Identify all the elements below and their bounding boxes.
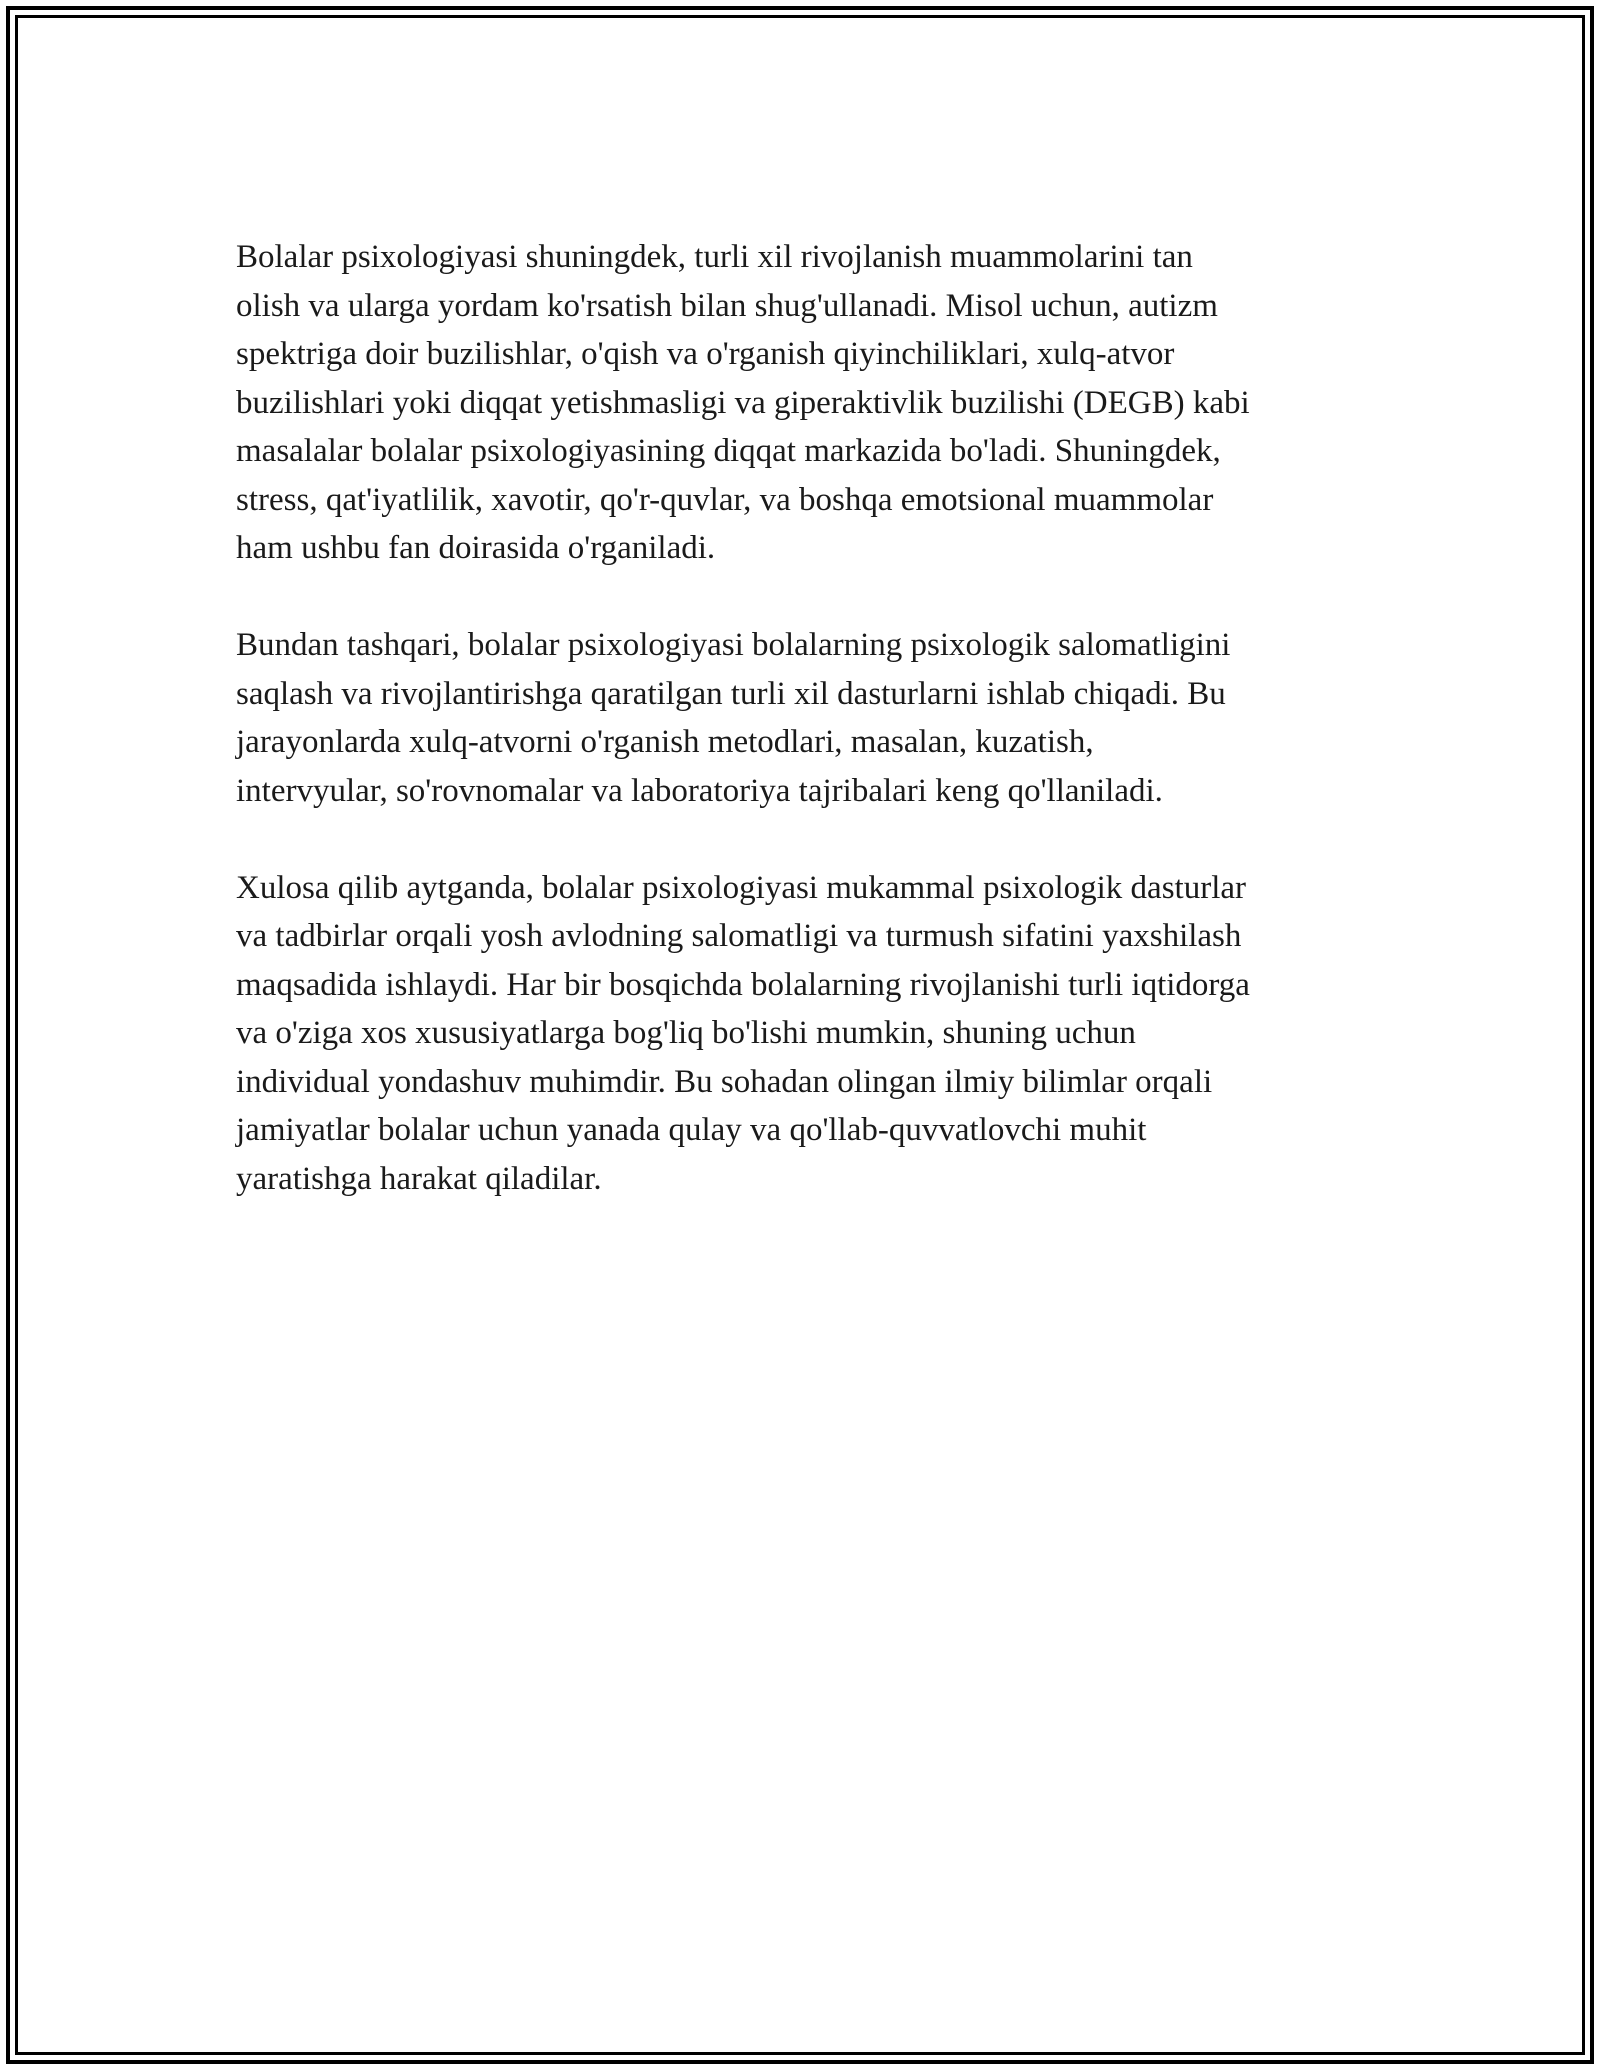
paragraph-1: Bolalar psixologiyasi shuningdek, turli xil rivojlanish muammolarini tan olish va ularga yordam ko'rsatish bilan shug'ullanadi. Misol uchun, autizm spektriga doir buzilishlar, o'qish va o'rganish qiyinchiliklari, xulq-atvor buzilishlari yoki diqqat yetishmasligi va giperaktivlik buzilishi (DEGB) kabi masalalar bolalar psixologiyasining diqqat markazida bo'ladi. Shuningdek, stress, qat'iyatlilik, xavotir, qo'r-quvlar, va boshqa emotsional muammolar ham ushbu fan doirasida o'rganiladi. bbox=[236, 239, 1250, 566]
paragraph-3: Xulosa qilib aytganda, bolalar psixologiyasi mukammal psixologik dasturlar va tadbirlar orqali yosh avlodning salomatligi va turmush sifatini yaxshilash maqsadida ishlaydi. Har bir bosqichda bolalarning rivojlanishi turli iqtidorga va o'ziga xos xususiyatlarga bog'liq bo'lishi mumkin, shuning uchun individual yondashuv muhimdir. Bu sohadan olingan ilmiy bilimlar orqali jamiyatlar bolalar uchun yanada qulay va qo'llab-quvvatlovchi muhit yaratishga harakat qiladilar. bbox=[236, 869, 1250, 1197]
document-body bbox=[236, 233, 1386, 1252]
paragraph-2: Bundan tashqari, bolalar psixologiyasi bolalarning psixologik salomatligini saqlash va rivojlantirishga qaratilgan turli xil dasturlarni ishlab chiqadi. Bu jarayonlarda xulq-atvorni o'rganish metodlari, masalan, kuzatish, intervyular, so'rovnomalar va laboratoriya tajribalari keng qo'llaniladi. bbox=[236, 627, 1231, 809]
